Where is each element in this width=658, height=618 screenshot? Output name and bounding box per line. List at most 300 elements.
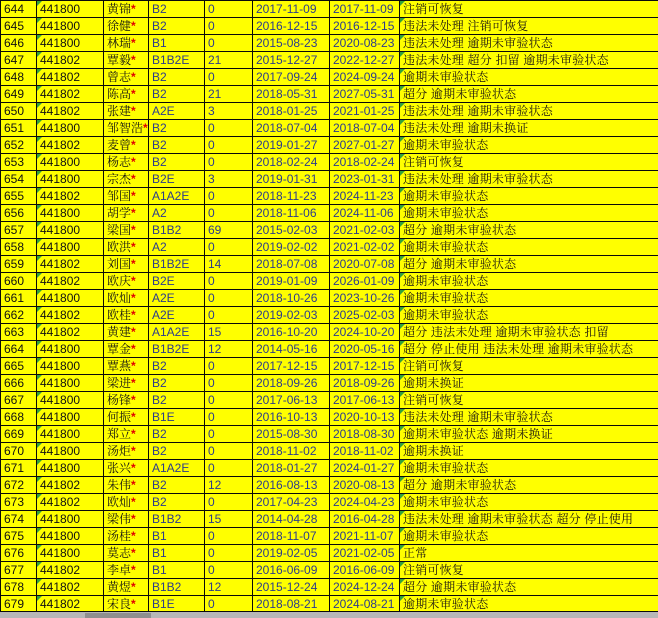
cell-points[interactable] [205,426,253,443]
cell-code[interactable] [37,460,104,477]
cell-valid-date[interactable] [330,273,400,290]
cell-issue-date[interactable] [253,596,330,613]
cell-name[interactable] [104,545,149,562]
cell-row-no[interactable] [1,52,37,69]
cell-code[interactable] [37,596,104,613]
cell-points-text: 0 [208,392,215,407]
cell-license[interactable] [149,154,205,171]
cell-issue-date[interactable] [253,358,330,375]
cell-points[interactable] [205,69,253,86]
cell-valid-date[interactable] [330,409,400,426]
cell-status[interactable] [400,239,658,256]
cell-status[interactable] [400,273,658,290]
cell-name[interactable] [104,426,149,443]
cell-license[interactable] [149,222,205,239]
cell-points[interactable] [205,103,253,120]
cell-valid-date[interactable] [330,86,400,103]
cell-status[interactable] [400,579,658,596]
cell-name[interactable] [104,120,149,137]
cell-row-no[interactable] [1,545,37,562]
cell-row-no[interactable] [1,426,37,443]
cell-license[interactable] [149,426,205,443]
cell-row-no[interactable] [1,154,37,171]
cell-valid-date[interactable] [330,392,400,409]
cell-name[interactable] [104,511,149,528]
cell-points[interactable] [205,137,253,154]
cell-status[interactable] [400,528,658,545]
cell-name[interactable] [104,273,149,290]
cell-issue-date[interactable] [253,579,330,596]
cell-license[interactable] [149,273,205,290]
cell-name[interactable] [104,188,149,205]
cell-code[interactable] [37,35,104,52]
cell-issue-date[interactable] [253,443,330,460]
cell-license[interactable] [149,188,205,205]
cell-issue-date[interactable] [253,69,330,86]
cell-license[interactable] [149,477,205,494]
cell-license[interactable] [149,596,205,613]
cell-status[interactable] [400,392,658,409]
cell-status[interactable] [400,375,658,392]
cell-status[interactable] [400,341,658,358]
cell-code[interactable] [37,222,104,239]
cell-name[interactable] [104,18,149,35]
cell-points-text: 15 [208,511,222,526]
cell-issue-date[interactable] [253,154,330,171]
cell-code[interactable] [37,69,104,86]
cell-issue-date[interactable] [253,256,330,273]
cell-issue-date[interactable] [253,494,330,511]
cell-license[interactable] [149,18,205,35]
cell-status[interactable] [400,460,658,477]
cell-license[interactable] [149,358,205,375]
cell-row-no[interactable] [1,103,37,120]
cell-issue-date[interactable] [253,52,330,69]
cell-issue-date[interactable] [253,324,330,341]
cell-name[interactable] [104,52,149,69]
cell-points[interactable] [205,239,253,256]
cell-status[interactable] [400,256,658,273]
cell-name[interactable] [104,1,149,18]
cell-license[interactable] [149,375,205,392]
cell-valid-date[interactable] [330,290,400,307]
cell-points[interactable] [205,596,253,613]
cell-name[interactable] [104,596,149,613]
cell-code[interactable] [37,324,104,341]
cell-points[interactable] [205,1,253,18]
cell-row-no[interactable] [1,511,37,528]
cell-points[interactable] [205,579,253,596]
cell-points[interactable] [205,511,253,528]
cell-valid-date[interactable] [330,171,400,188]
cell-points[interactable] [205,86,253,103]
cell-license[interactable] [149,460,205,477]
cell-status[interactable] [400,545,658,562]
cell-code[interactable] [37,86,104,103]
cell-row-no[interactable] [1,69,37,86]
cell-row-no[interactable] [1,222,37,239]
cell-code[interactable] [37,273,104,290]
cell-points[interactable] [205,528,253,545]
cell-status[interactable] [400,324,658,341]
cell-points[interactable] [205,460,253,477]
cell-valid-date[interactable] [330,324,400,341]
cell-points[interactable] [205,409,253,426]
cell-issue-date[interactable] [253,18,330,35]
cell-points[interactable] [205,375,253,392]
cell-code[interactable] [37,409,104,426]
cell-issue-date[interactable] [253,35,330,52]
cell-name[interactable] [104,579,149,596]
cell-name[interactable] [104,460,149,477]
cell-valid-date[interactable] [330,103,400,120]
cell-name[interactable] [104,86,149,103]
cell-valid-date[interactable] [330,494,400,511]
cell-status[interactable] [400,171,658,188]
cell-row-no[interactable] [1,358,37,375]
cell-code[interactable] [37,18,104,35]
cell-code[interactable] [37,307,104,324]
cell-code[interactable] [37,120,104,137]
cell-status[interactable] [400,137,658,154]
cell-points[interactable] [205,256,253,273]
cell-issue-date[interactable] [253,307,330,324]
cell-valid-date[interactable] [330,545,400,562]
cell-name[interactable] [104,103,149,120]
cell-code[interactable] [37,239,104,256]
cell-status[interactable] [400,86,658,103]
cell-row-no[interactable] [1,392,37,409]
cell-issue-date[interactable] [253,239,330,256]
cell-points[interactable] [205,562,253,579]
cell-license[interactable] [149,52,205,69]
cell-issue-date[interactable] [253,120,330,137]
cell-code[interactable] [37,443,104,460]
cell-row-no[interactable] [1,1,37,18]
cell-valid-date-text: 2017-11-09 [333,1,394,16]
cell-valid-date[interactable] [330,120,400,137]
cell-license[interactable] [149,1,205,18]
cell-status[interactable] [400,188,658,205]
cell-row-no[interactable] [1,239,37,256]
cell-code[interactable] [37,562,104,579]
cell-name[interactable] [104,494,149,511]
cell-points[interactable] [205,18,253,35]
cell-status[interactable] [400,426,658,443]
cell-status[interactable] [400,120,658,137]
cell-valid-date[interactable] [330,239,400,256]
cell-license[interactable] [149,545,205,562]
cell-license[interactable] [149,290,205,307]
cell-name[interactable] [104,341,149,358]
cell-status[interactable] [400,222,658,239]
name-masked-asterisk: * [131,392,136,407]
cell-issue-date[interactable] [253,103,330,120]
cell-valid-date[interactable] [330,52,400,69]
cell-license[interactable] [149,511,205,528]
cell-status[interactable] [400,596,658,613]
cell-issue-date[interactable] [253,392,330,409]
cell-status[interactable] [400,35,658,52]
cell-name[interactable] [104,205,149,222]
cell-points[interactable] [205,443,253,460]
cell-name[interactable] [104,324,149,341]
cell-row-no[interactable] [1,188,37,205]
cell-code[interactable] [37,511,104,528]
cell-issue-date[interactable] [253,375,330,392]
cell-valid-date[interactable] [330,222,400,239]
cell-row-no[interactable] [1,35,37,52]
cell-code[interactable] [37,290,104,307]
cell-issue-date[interactable] [253,528,330,545]
cell-valid-date[interactable] [330,256,400,273]
cell-row-no[interactable] [1,307,37,324]
cell-name-text: 覃金 [107,341,132,356]
cell-valid-date[interactable] [330,35,400,52]
cell-license[interactable] [149,86,205,103]
cell-name[interactable] [104,392,149,409]
cell-name[interactable] [104,239,149,256]
cell-name[interactable] [104,290,149,307]
cell-code[interactable] [37,1,104,18]
cell-valid-date[interactable] [330,375,400,392]
cell-code[interactable] [37,205,104,222]
cell-valid-date[interactable] [330,154,400,171]
cell-points[interactable] [205,341,253,358]
cell-row-no[interactable] [1,273,37,290]
cell-license[interactable] [149,579,205,596]
cell-issue-date[interactable] [253,205,330,222]
cell-points[interactable] [205,307,253,324]
cell-license[interactable] [149,307,205,324]
cell-status-text: 逾期未审验状态 [403,205,489,220]
cell-code[interactable] [37,137,104,154]
cell-valid-date[interactable] [330,579,400,596]
cell-license[interactable] [149,205,205,222]
cell-valid-date[interactable] [330,426,400,443]
cell-valid-date[interactable] [330,562,400,579]
cell-issue-date[interactable] [253,426,330,443]
cell-issue-date[interactable] [253,460,330,477]
cell-name-text: 欧桂 [107,307,132,322]
cell-code[interactable] [37,171,104,188]
cell-points[interactable] [205,222,253,239]
cell-points[interactable] [205,358,253,375]
cell-name[interactable] [104,154,149,171]
cell-row-no[interactable] [1,256,37,273]
cell-valid-date[interactable] [330,596,400,613]
cell-row-no[interactable] [1,205,37,222]
cell-status[interactable] [400,69,658,86]
cell-points[interactable] [205,205,253,222]
cell-code[interactable] [37,392,104,409]
cell-issue-date[interactable] [253,341,330,358]
cell-issue-date[interactable] [253,1,330,18]
cell-status[interactable] [400,511,658,528]
cell-code[interactable] [37,256,104,273]
cell-status[interactable] [400,409,658,426]
cell-row-no[interactable] [1,324,37,341]
cell-status[interactable] [400,358,658,375]
cell-points[interactable] [205,392,253,409]
cell-issue-date[interactable] [253,86,330,103]
cell-points[interactable] [205,35,253,52]
cell-status[interactable] [400,18,658,35]
cell-code[interactable] [37,579,104,596]
cell-row-no[interactable] [1,477,37,494]
cell-valid-date[interactable] [330,443,400,460]
cell-license[interactable] [149,562,205,579]
cell-issue-date[interactable] [253,545,330,562]
cell-license[interactable] [149,69,205,86]
cell-issue-date[interactable] [253,290,330,307]
table-row [1,477,658,494]
cell-valid-date[interactable] [330,528,400,545]
cell-valid-date[interactable] [330,511,400,528]
cell-name[interactable] [104,222,149,239]
cell-name[interactable] [104,562,149,579]
cell-status[interactable] [400,307,658,324]
cell-name[interactable] [104,528,149,545]
cell-valid-date[interactable] [330,307,400,324]
cell-license[interactable] [149,256,205,273]
cell-license[interactable] [149,341,205,358]
cell-row-no[interactable] [1,86,37,103]
cell-code[interactable] [37,426,104,443]
cell-code[interactable] [37,103,104,120]
cell-row-no[interactable] [1,409,37,426]
cell-issue-date[interactable] [253,511,330,528]
cell-license[interactable] [149,137,205,154]
cell-name[interactable] [104,443,149,460]
cell-license[interactable] [149,239,205,256]
cell-status[interactable] [400,205,658,222]
cell-points[interactable] [205,52,253,69]
cell-name[interactable] [104,69,149,86]
cell-code[interactable] [37,477,104,494]
cell-valid-date[interactable] [330,69,400,86]
cell-name[interactable] [104,358,149,375]
cell-code[interactable] [37,52,104,69]
cell-row-no[interactable] [1,120,37,137]
cell-valid-date[interactable] [330,205,400,222]
cell-valid-date[interactable] [330,188,400,205]
cell-status[interactable] [400,443,658,460]
cell-status[interactable] [400,1,658,18]
cell-name[interactable] [104,35,149,52]
cell-code[interactable] [37,528,104,545]
cell-license[interactable] [149,35,205,52]
cell-valid-date[interactable] [330,460,400,477]
cell-status[interactable] [400,154,658,171]
cell-status[interactable] [400,290,658,307]
cell-points[interactable] [205,494,253,511]
cell-valid-date[interactable] [330,358,400,375]
cell-points[interactable] [205,273,253,290]
cell-issue-date[interactable] [253,222,330,239]
cell-points[interactable] [205,188,253,205]
cell-row-no[interactable] [1,137,37,154]
cell-points[interactable] [205,545,253,562]
cell-row-no[interactable] [1,341,37,358]
cell-valid-date[interactable] [330,477,400,494]
cell-license[interactable] [149,324,205,341]
cell-code[interactable] [37,154,104,171]
cell-name[interactable] [104,375,149,392]
cell-issue-date[interactable] [253,171,330,188]
cell-license[interactable] [149,409,205,426]
cell-license[interactable] [149,392,205,409]
cell-name[interactable] [104,256,149,273]
cell-status[interactable] [400,103,658,120]
cell-code[interactable] [37,545,104,562]
cell-row-no[interactable] [1,579,37,596]
cell-code[interactable] [37,188,104,205]
cell-status[interactable] [400,52,658,69]
cell-points[interactable] [205,324,253,341]
cell-code[interactable] [37,494,104,511]
cell-name[interactable] [104,137,149,154]
cell-license[interactable] [149,103,205,120]
cell-status[interactable] [400,494,658,511]
cell-name[interactable] [104,477,149,494]
cell-name[interactable] [104,307,149,324]
cell-valid-date[interactable] [330,1,400,18]
cell-issue-date[interactable] [253,137,330,154]
cell-points[interactable] [205,171,253,188]
cell-issue-date[interactable] [253,188,330,205]
cell-license[interactable] [149,528,205,545]
cell-row-no[interactable] [1,290,37,307]
cell-valid-date[interactable] [330,18,400,35]
cell-code[interactable] [37,375,104,392]
green-corner-flag-icon [37,69,42,74]
cell-license[interactable] [149,171,205,188]
cell-name[interactable] [104,409,149,426]
cell-row-no[interactable] [1,443,37,460]
cell-code[interactable] [37,341,104,358]
cell-status[interactable] [400,477,658,494]
cell-issue-date[interactable] [253,562,330,579]
cell-license[interactable] [149,120,205,137]
cell-points[interactable] [205,120,253,137]
cell-row-no[interactable] [1,18,37,35]
cell-issue-date[interactable] [253,409,330,426]
cell-valid-date[interactable] [330,341,400,358]
cell-points[interactable] [205,154,253,171]
cell-valid-date[interactable] [330,137,400,154]
cell-row-no[interactable] [1,460,37,477]
cell-row-no[interactable] [1,171,37,188]
cell-issue-date[interactable] [253,273,330,290]
cell-points[interactable] [205,477,253,494]
cell-row-no[interactable] [1,596,37,613]
cell-row-no[interactable] [1,528,37,545]
cell-name[interactable] [104,171,149,188]
cell-license-text: A2E [152,290,175,305]
cell-license[interactable] [149,443,205,460]
cell-row-no[interactable] [1,494,37,511]
cell-row-no[interactable] [1,375,37,392]
cell-license[interactable] [149,494,205,511]
table-row [1,18,658,35]
cell-row-no[interactable] [1,562,37,579]
cell-points[interactable] [205,290,253,307]
cell-issue-date[interactable] [253,477,330,494]
cell-code[interactable] [37,358,104,375]
green-corner-flag-icon [400,409,405,414]
cell-status[interactable] [400,562,658,579]
